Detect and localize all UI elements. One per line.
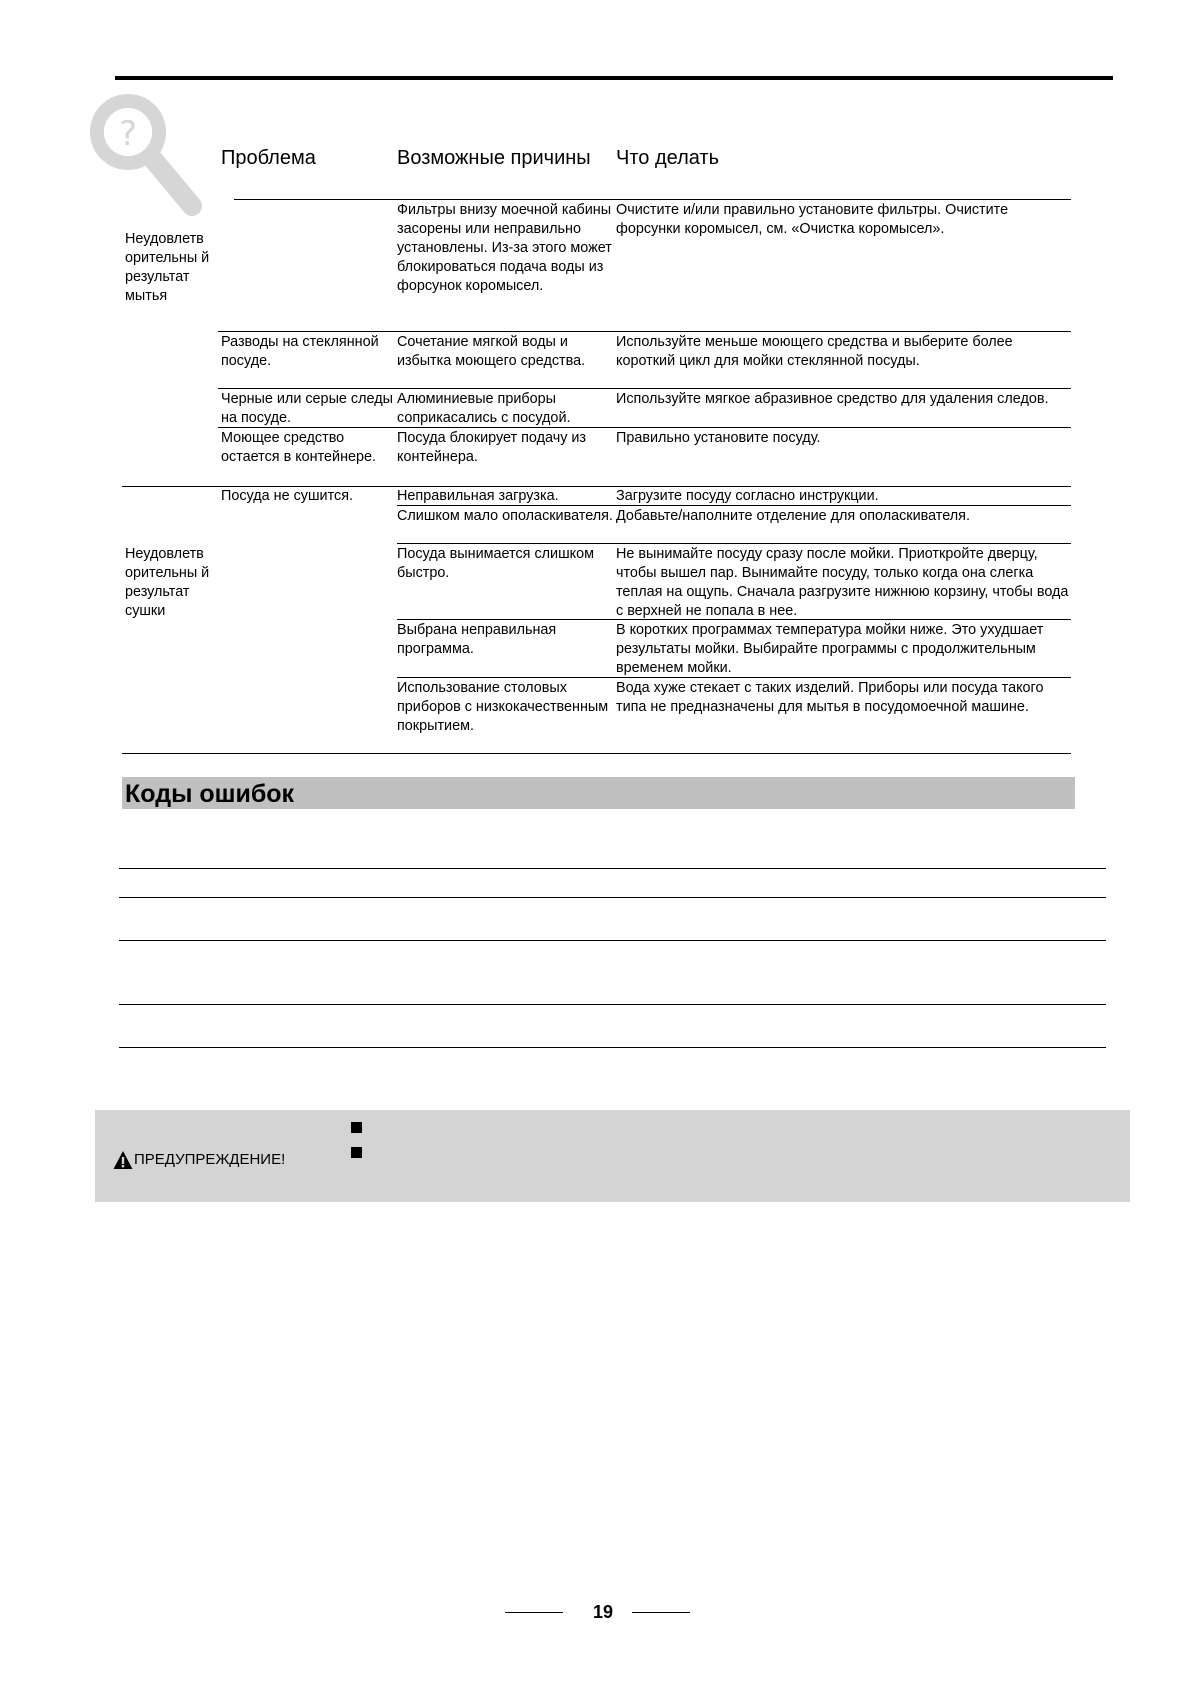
page-number: 19	[592, 1602, 614, 1622]
category-washing: Неудовлетв орительны й результат мытья	[125, 231, 210, 304]
warning-triangle-icon	[113, 1150, 133, 1170]
row4-cause: Посуда блокирует подачу из контейнера.	[397, 430, 587, 465]
row9-action: Вода хуже стекает с таких изделий. Приборы или посуда такого типа не предназначены для мытья в посудомоечной машине.	[616, 680, 1044, 715]
warning-label	[113, 1150, 285, 1170]
row2-action: Используйте меньше моющего средства и выберите более короткий цикл для мойки стеклянной посуды.	[616, 334, 1013, 369]
warning-bullet-1	[351, 1122, 362, 1133]
row2-cause: Сочетание мягкой воды и избытка моющего средства.	[397, 334, 586, 369]
row4-action: Правильно установите посуду.	[616, 430, 821, 446]
rule-header	[234, 199, 1071, 200]
row5-problem: Посуда не сушится.	[221, 488, 353, 504]
rule-row1	[218, 331, 1071, 332]
row5-action: Загрузите посуду согласно инструкции.	[616, 488, 879, 504]
error-codes-rule-2	[119, 897, 1106, 898]
category-drying: Неудовлетв орительны й результат сушки	[125, 546, 210, 619]
header-problem: Проблема	[221, 147, 316, 169]
row6-cause: Слишком мало ополаскивателя.	[397, 508, 613, 524]
row3-problem: Черные или серые следы на посуде.	[221, 391, 393, 426]
error-codes-rule-4	[119, 1004, 1106, 1005]
warning-text: ПРЕДУПРЕЖДЕНИЕ!	[134, 1151, 286, 1168]
rule-row2	[218, 388, 1071, 389]
section-title-error-codes: Коды ошибок	[125, 780, 295, 808]
row8-cause: Выбрана неправильная программа.	[397, 622, 557, 657]
row1-cause: Фильтры внизу моечной кабины засорены или неправильно установлены. Из-за этого может блокироваться подача воды из форсунок коромысел.	[397, 202, 612, 294]
row9-cause: Использование столовых приборов с низкокачественным покрытием.	[397, 680, 609, 734]
row2-problem: Разводы на стеклянной посуде.	[221, 334, 379, 369]
row5-cause: Неправильная загрузка.	[397, 488, 559, 504]
warning-bullet-2	[351, 1147, 362, 1158]
svg-text:?: ?	[118, 114, 138, 154]
row6-action: Добавьте/наполните отделение для ополаскивателя.	[616, 508, 970, 524]
row3-cause: Алюминиевые приборы соприкасались с посудой.	[397, 391, 571, 426]
header-action: Что делать	[616, 147, 720, 169]
error-codes-rule-5	[119, 1047, 1106, 1048]
row7-action: Не вынимайте посуду сразу после мойки. Приоткройте дверцу, чтобы вышел пар. Вынимайте посуду, только когда она слегка теплая на ощупь. Сначала разгрузите нижнюю корзину, чтобы вода с верхней не попала в нее.	[616, 546, 1069, 619]
error-codes-rule-1	[119, 868, 1106, 869]
page-number-rule-right	[632, 1612, 690, 1613]
error-codes-rule-3	[119, 940, 1106, 941]
row3-action: Используйте мягкое абразивное средство для удаления следов.	[616, 391, 1049, 407]
magnifier-question-icon	[88, 92, 208, 222]
rule-row6	[397, 543, 1071, 544]
row4-problem: Моющее средство остается в контейнере.	[221, 430, 377, 465]
header-causes: Возможные причины	[397, 147, 591, 169]
rule-table-end	[122, 753, 1071, 754]
row1-action: Очистите и/или правильно установите фильтры. Очистите форсунки коромысел, см. «Очистка коромысел».	[616, 202, 1009, 237]
row7-cause: Посуда вынимается слишком быстро.	[397, 546, 594, 581]
row8-action: В коротких программах температура мойки ниже. Это ухудшает результаты мойки. Выбирайте программы с продолжительным временем мойки.	[616, 622, 1044, 676]
page-number-rule-left	[505, 1612, 563, 1613]
top-rule	[115, 76, 1113, 80]
